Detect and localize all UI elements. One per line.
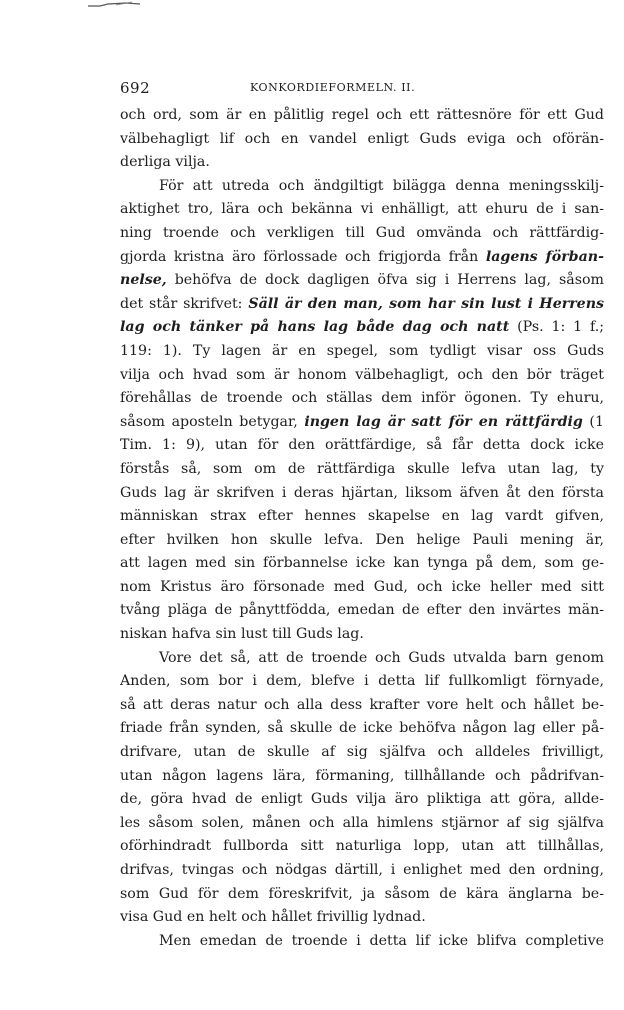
text-line: välbehagligt lif och en vandel enligt Guds eviga och oförän-: [120, 130, 604, 147]
text-line: att lagen med sin förbannelse icke kan tynga på dem, som ge-: [120, 555, 604, 572]
text-line: Men emedan de troende i detta lif icke blifva completive: [159, 932, 604, 949]
text-line: tvång pläga de pånyttfödda, emedan de efter den invärtes män-: [120, 602, 604, 619]
text-line: vilja och hvad som är honom välbehagligt, och den bör träget: [120, 366, 604, 383]
text-line: utan någon lagens lära, förmaning, tillhållande och pådrifvan-: [120, 767, 604, 784]
text-line: det står skrifvet: Säll är den man, som har sin lust i Herrens: [120, 295, 604, 312]
text-line: och ord, som är en pålitlig regel och ett rättesnöre för ett Gud: [120, 107, 604, 123]
text-line: les såsom solen, månen och alla himlens stjärnor af sig själfva: [120, 814, 604, 831]
text-line: såsom aposteln betygar, ingen lag är satt för en rättfärdig (1: [120, 413, 604, 430]
text-line: 119: 1). Ty lagen är en spegel, som tydligt visar oss Guds: [120, 342, 604, 359]
text-line: visa Gud en helt och hållet frivillig lydnad.: [120, 909, 426, 926]
text-line: förehållas de troende och ställas dem inför ögonen. Ty ehuru,: [120, 390, 604, 407]
text-line: Anden, som bor i dem, blefve i detta lif fullkomligt förnyade,: [120, 673, 604, 690]
text-line: oförhindradt fullborda sitt naturliga lopp, utan att tillhållas,: [120, 838, 604, 855]
text-line: som Gud för dem föreskrifvit, ja såsom de kära änglarna be-: [120, 885, 604, 902]
text-line: Guds lag är skrifven i deras hjärtan, liksom äfven åt den första: [120, 484, 604, 501]
text-line: drifvas, tvingas och nödgas därtill, i enlighet med den ordning,: [120, 862, 604, 878]
text-line: gjorda kristna äro förlossade och frigjorda från lagens förban-: [120, 248, 604, 265]
text-line: Vore det så, att de troende och Guds utvalda barn genom: [159, 649, 604, 666]
text-line: drifvare, utan de skulle af sig själfva och alldeles frivilligt,: [120, 744, 604, 761]
text-line: lag och tänker på hans lag både dag och natt (Ps. 1: 1 f.;: [120, 319, 604, 336]
text-line: nom Kristus äro försonade med Gud, och icke heller med sitt: [120, 578, 604, 595]
running-head: KONKORDIEFORMELN. II.: [250, 81, 416, 94]
text-line: människan strax efter hennes skapelse en lag vardt gifven,: [120, 508, 604, 525]
text-line: nelse, behöfva de dock dagligen öfva sig i Herrens lag, såsom: [120, 272, 604, 289]
text-line: efter hvilken hon skulle lefva. Den helige Pauli mening är,: [120, 531, 604, 548]
text-line: de, göra hvad de enligt Guds vilja äro pliktiga att göra, allde-: [120, 791, 604, 808]
text-line: niskan hafva sin lust till Guds lag.: [120, 626, 364, 643]
body-text: [120, 104, 604, 953]
text-line: aktighet tro, lära och bekänna vi enhälligt, att ehuru de i san-: [120, 201, 604, 218]
text-line: förstås så, som om de rättfärdiga skulle lefva utan lag, ty: [120, 460, 604, 477]
text-line: ning troende och verkligen till Gud omvända och rättfärdig-: [120, 224, 604, 241]
text-line: friade från synden, så skulle de icke behöfva någon lag eller på-: [120, 720, 604, 737]
scan-smudge-mark: [86, 0, 166, 8]
page-number: 692: [120, 79, 151, 97]
text-line: derliga vilja.: [120, 154, 210, 171]
text-line: Tim. 1: 9), utan för den orättfärdige, så får detta dock icke: [120, 437, 604, 454]
page-header: [120, 79, 616, 99]
text-line: För att utreda och ändgiltigt bilägga denna meningsskilj-: [159, 177, 604, 194]
text-line: så att deras natur och alla dess krafter vore helt och hållet be-: [120, 696, 604, 713]
